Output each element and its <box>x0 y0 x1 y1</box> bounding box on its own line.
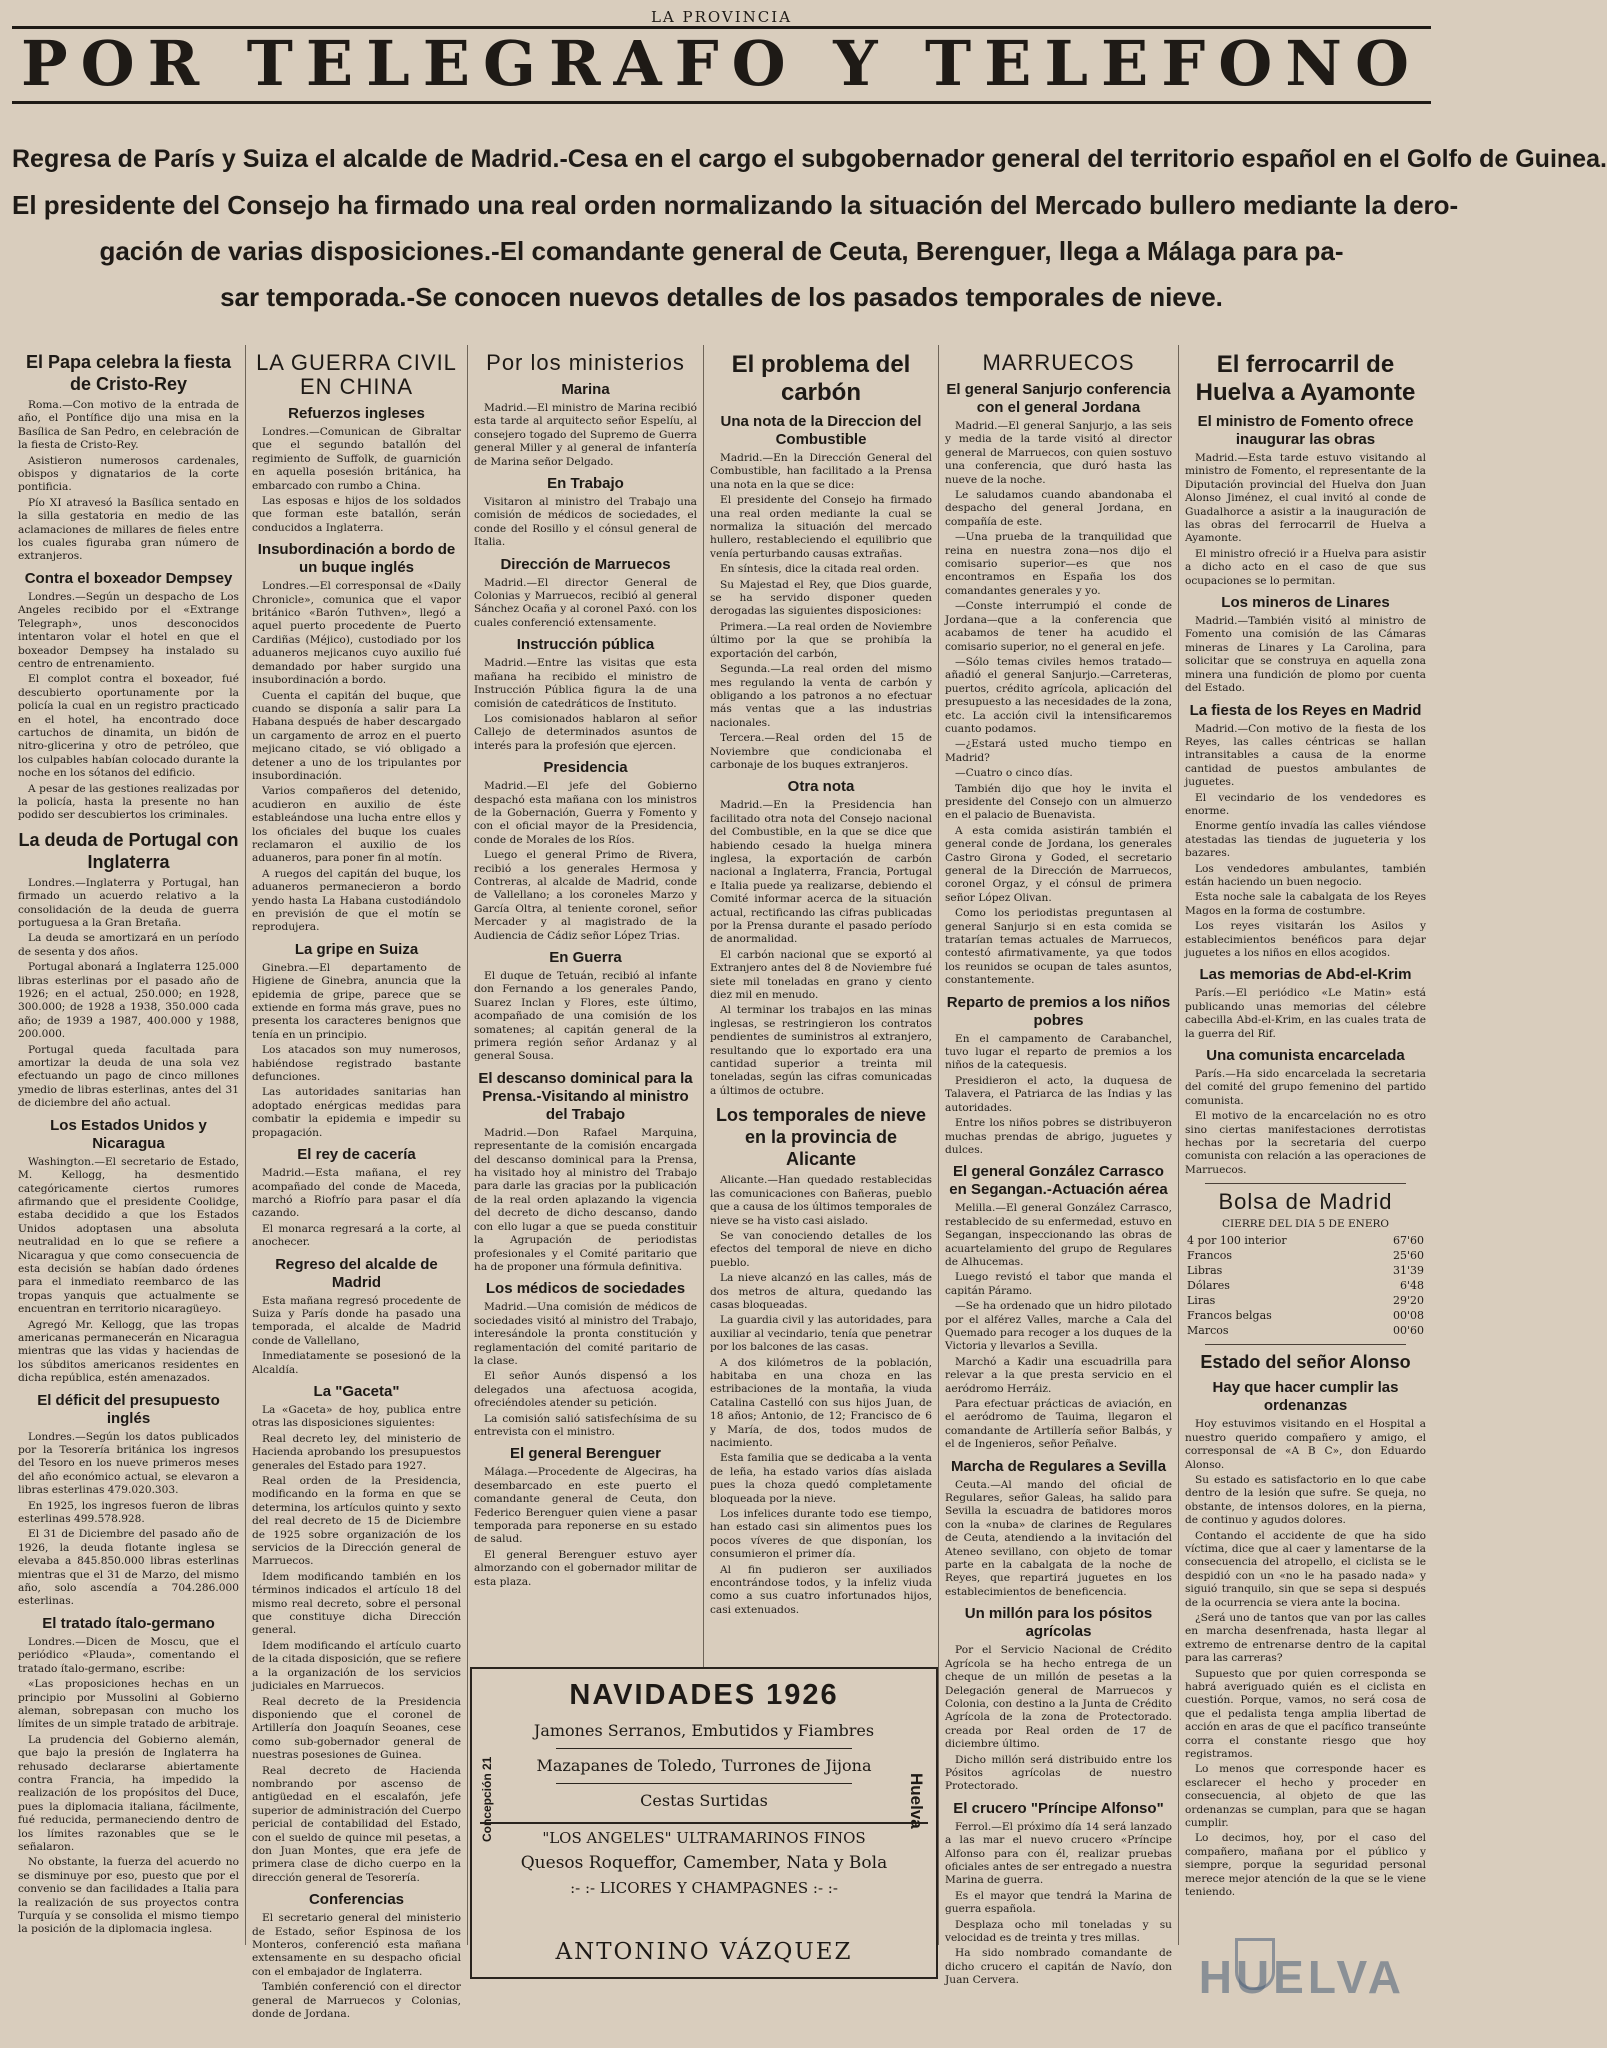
ad-line: :- :- LICORES Y CHAMPAGNES :- :- <box>570 1879 838 1897</box>
article-text: A dos kilómetros de la población, habitaba en una choza en las estribaciones de la montaña, la viuda Catalina Castelló con sus hijos Juan, de 18 años; Antonio, de 12; Francisco de 6 y María, de dos, todos mudos de nacimiento. <box>710 1356 932 1449</box>
headline-line: sar temporada.-Se conocen nuevos detalles de los pasados temporales de nieve. <box>220 282 1223 312</box>
article-text: Real decreto de la Presidencia disponiendo que el coronel de Artillería don Joaquín Seoanes, cese como sub-gobernador general de nuestras posesiones de Guinea. <box>252 1695 461 1762</box>
article-text: Ginebra.—El departamento de Higiene de Ginebra, anuncia que la epidemia de gripe, parece que se extiende en forma más grave, pues no presenta los caracteres benignos que tenía en un principio. <box>252 961 461 1041</box>
article-text: Inmediatamente se posesionó de la Alcaldía. <box>252 1350 461 1376</box>
article-text: También conferenció con el director general de Marruecos y Colonias, donde de Jordana. <box>252 1981 461 2021</box>
article-text: Primera.—La real orden de Noviembre último por la que se prohibía la exportación del carbón, <box>710 620 932 660</box>
article-text: La comisión salió satisfechísima de su entrevista con el ministro. <box>474 1412 697 1438</box>
table-cell: Francos <box>1187 1249 1232 1263</box>
article-text: Idem modificando el artículo cuarto de la citada disposición, que se refiere a la organización de los servicios judiciales en Marruecos. <box>252 1639 461 1693</box>
article-title: Los mineros de Linares <box>1221 594 1390 612</box>
article-text: Luego revistó el tabor que manda el capitán Páramo. <box>945 1271 1172 1297</box>
article-title: Insubordinación a bordo de un buque inglés <box>257 541 456 577</box>
article-text: Asistieron numerosos cardenales, obispos y dignatarios de la corte pontificia. <box>18 454 239 494</box>
article-title: La fiesta de los Reyes en Madrid <box>1189 701 1422 719</box>
article-title: Una nota de la Direccion del Combustible <box>720 413 922 448</box>
table-cell: Marcos <box>1187 1324 1229 1338</box>
article-title: El general Berenguer <box>510 1445 661 1463</box>
article-text: A esta comida asistirán también el general conde de Jordana, los generales Castro Girona y Goded, el secretario general de la Dirección de Marruecos, coronel Orgaz, y el cónsul de primera señor López Olivan. <box>945 824 1172 904</box>
article-text: Los infelices durante todo ese tiempo, han estado casi sin alimentos pues los pocos víveres de que disponían, los consumieron el primer día. <box>710 1508 932 1561</box>
article-text: En el campamento de Carabanchel, tuvo lugar el reparto de premios a los niños de la catequesis. <box>945 1032 1172 1072</box>
article-title: Los Estados Unidos y Nicaragua <box>50 1116 207 1152</box>
ad-line: Cestas Surtidas <box>640 1791 768 1810</box>
article-text: ¿Será uno de tantos que van por las calles en marcha desenfrenada, hasta llegar al extremo de entrenarse dentro de la capital para las carreras? <box>1185 1611 1426 1665</box>
article-text: En 1925, los ingresos fueron de libras esterlinas 499.578.928. <box>18 1499 239 1526</box>
article-title: Refuerzos ingleses <box>288 405 425 422</box>
article-text: Madrid.—Don Rafael Marquina, representante de la comisión encargada del descanso dominical para la Prensa, ha visitado hoy al ministro del Trabajo para darle las gracias por la publicación de la real orden aplazando la vigencia del decreto de dicho descanso, dando con ello lugar a que se pueda constituir la Agrupación de periodistas profesionales y el Comité paritario que ha de proponer una fórmula definitiva. <box>474 1126 697 1273</box>
article-title: Dirección de Marruecos <box>500 555 671 573</box>
article-text: Esta noche sale la cabalgata de los Reyes Magos en la forma de costumbre. <box>1185 891 1426 917</box>
article-text: París.—Ha sido encarcelada la secretaria del comité del grupo femenino del partido comunista. <box>1185 1068 1426 1107</box>
article-text: Ferrol.—El próximo día 14 será lanzado a las mar el nuevo crucero «Príncipe Alfonso para con él, realizar pruebas oficiales antes de ser entregado a nuestra Marina de guerra. <box>945 1820 1172 1887</box>
table-cell: Francos belgas <box>1187 1309 1272 1323</box>
article-text: El secretario general del ministerio de Estado, señor Espinosa de los Monteros, conferenció esta mañana extensamente en su despacho oficial con el embajador de Inglaterra. <box>252 1912 461 1978</box>
ad-line: Jamones Serranos, Embutidos y Fiambres <box>533 1721 875 1740</box>
article-text: La nieve alcanzó en las calles, más de dos metros de altura, quedando las casas bloqueadas. <box>710 1272 932 1311</box>
article-title: Un millón para los pósitos agrícolas <box>964 1605 1153 1641</box>
article-text: Los atacados son muy numerosos, habiéndose registrado bastante defunciones. <box>252 1044 461 1084</box>
article-text: Portugal abonará a Inglaterra 125.000 libras esterlinas por el pasado año de 1926; en el actual, 250.000; en 1928, 300.000; de 1928 a 1938, 350.000 cada año; de 1939 a 1987, 400.000 y 1988, 200.000. <box>18 961 239 1041</box>
table-cell: Liras <box>1187 1294 1216 1308</box>
column-5 <box>938 345 1178 1987</box>
table-cell: 00'08 <box>1392 1309 1424 1323</box>
article-text: Londres.—El corresponsal de «Daily Chronicle», comunica que el vapor británico «Barón Tuthven», llegó a aquel puerto procedente de Puerto Cardiñas (Méjico), custodiado por los aduaneros mejicanos cuyo auxilio fué demandado por haber surgido una insubordinación a bordo. <box>252 580 461 687</box>
article-title: Presidencia <box>543 759 628 777</box>
article-text: Los reyes visitarán los Asilos y establecimientos benéficos para dejar juguetes a los niños en ellos acogidos. <box>1185 920 1426 959</box>
article-text: Londres.—Según un despacho de Los Angeles recibido por el «Extrange Telegraph», unos desconocidos intentaron volar el hotel en que el boxeador Dempsey ha instalado su centro de entrenamiento. <box>18 590 239 670</box>
article-text: A pesar de las gestiones realizadas por la policía, hasta la presente no han podido ser descubiertos los criminales. <box>18 782 239 822</box>
article-text: El vecindario de los vendedores es enorme. <box>1185 791 1426 817</box>
section-title: El ferrocarril de Huelva a Ayamonte <box>1195 351 1416 406</box>
article-text: Madrid.—Esta mañana, el rey acompañado del conde de Maceda, marchó a Riofrío para pasar el día cazando. <box>252 1167 461 1220</box>
article-text: El presidente del Consejo ha firmado una real orden mediante la cual se normaliza la situación del mercado hullero, restableciendo el equilibrio que venía perturbando causas extrañas. <box>710 494 932 560</box>
article-text: Los vendedores ambulantes, también están haciendo un buen negocio. <box>1185 862 1426 888</box>
article-title: La deuda de Portugal con Inglaterra <box>18 829 239 872</box>
article-text: Entre los niños pobres se distribuyeron muchas prendas de abrigo, juguetes y dulces. <box>945 1117 1172 1156</box>
article-text: Se van conociendo detalles de los efectos del temporal de nieve en dicho pueblo. <box>710 1229 932 1269</box>
article-text: Las esposas e hijos de los soldados que forman este batallón, serán conducidos a Inglaterra. <box>252 495 461 534</box>
article-text: Presidieron el acto, la duquesa de Talavera, el Patriarca de las Indias y las autoridades. <box>945 1074 1172 1114</box>
column-2 <box>245 345 467 2021</box>
article-text: —Cuatro o cinco días. <box>955 767 1073 780</box>
article-title: El déficit del presupuesto inglés <box>37 1391 220 1427</box>
ad-line: Mazapanes de Toledo, Turrones de Jijona <box>536 1756 872 1775</box>
table-row <box>1185 1263 1426 1278</box>
article-text: El carbón nacional que se exportó al Extranjero antes del 8 de Noviembre fué siete mil toneladas en grano y ciento diez mil en menudo. <box>710 948 932 1002</box>
article-text: Esta familia que se dedicaba a la venta de leña, ha estado varios días aislada pues la choza quedó completamente bloqueada por la nieve. <box>710 1452 932 1505</box>
article-text: Madrid.—El director General de Colonias y Marruecos, recibió al general Sánchez Ocaña y al coronel Paxó. con los cuales conferenció extensamente. <box>474 576 697 629</box>
ad-line: Quesos Roqueffor, Camember, Nata y Bola <box>520 1853 888 1873</box>
article-text: El ministro ofreció ir a Huelva para asistir a dicho acto en el caso de que sus ocupaciones se lo permitan. <box>1185 547 1426 587</box>
article-text: Madrid.—Una comisión de médicos de sociedades visitó al ministro del Trabajo, interesándole la pronta constitución y reglamentación del comité paritario de la clase. <box>474 1301 697 1367</box>
article-text: Madrid.—Con motivo de la fiesta de los Reyes, las calles céntricas se hallan intransitables a causa de la enorme cantidad de puestos ambulantes de juguetes. <box>1185 722 1426 789</box>
article-text: La «Gaceta» de hoy, publica entre otras las disposiciones siguientes: <box>252 1403 461 1430</box>
section-title: MARRUECOS <box>982 350 1135 375</box>
article-title: En Guerra <box>549 949 622 966</box>
headline-line: Regresa de París y Suiza el alcalde de Madrid.-Cesa en el cargo el subgobernador general del territorio español en el Golfo de Guinea. <box>12 145 1607 173</box>
table-row <box>1185 1323 1426 1338</box>
article-text: La deuda se amortizará en un período de sesenta y dos años. <box>18 932 239 958</box>
section-title: El problema del carbón <box>731 351 911 406</box>
article-text: —Una prueba de la tranquilidad que reina en nuestra zona—nos dijo el comisario superior—es que nos encontramos en España los dos comandantes generales y yo. <box>945 531 1172 597</box>
article-text: Melilla.—El general González Carrasco, restablecido de su enfermedad, estuvo en Segangan, inspeccionando las obras de acuartelamiento del grupo de Regulares de Alhucemas. <box>945 1202 1172 1268</box>
article-text: —Sólo temas civiles hemos tratado—añadió el general Sanjurjo.—Carreteras, puertos, crédito agrícola, aplicación del presupuesto a las necesidades de la zona, etc. La acción civil la intensificaremos cuanto podamos. <box>945 655 1172 735</box>
article-title: El general González Carrasco en Segangan.-Actuación aérea <box>949 1163 1168 1199</box>
article-text: Las autoridades sanitarias han adoptado enérgicas medidas para combatir la epidemia e impedir su propagación. <box>252 1086 461 1139</box>
table-row <box>1185 1308 1426 1323</box>
article-title: Conferencias <box>308 1891 405 1909</box>
article-title: Contra el boxeador Dempsey <box>24 569 233 587</box>
article-text: —Se ha ordenado que un hidro pilotado por el alférez Valles, marche a Cala del Quemado para recoger a los duques de la Victoria y llevarlos a Sevilla. <box>945 1300 1172 1353</box>
article-title: En Trabajo <box>547 475 624 493</box>
ad-side-city: Huelva <box>907 1773 926 1829</box>
article-text: El señor Aunós dispensó a los delegados una afectuosa acogida, ofreciéndoles atender su petición. <box>474 1370 697 1410</box>
article-text: El 31 de Diciembre del pasado año de 1926, la deuda flotante inglesa se elevaba a 845.850.000 libras esterlinas mientras que el 31 de Marzo, del mismo año, solo ascendía a 704.286.000 esterlinas. <box>18 1528 239 1608</box>
table-cell: 29'20 <box>1392 1294 1424 1308</box>
article-text: Madrid.—El jefe del Gobierno despachó esta mañana con los ministros de la Gobernación, Guerra y Fomento y con el oficial mayor de la Presidencia, conde de Morales de los Ríos. <box>474 780 697 846</box>
table-cell: Libras <box>1187 1264 1223 1278</box>
article-text: Ceuta.—Al mando del oficial de Regulares, señor Galeas, ha salido para Sevilla la escuadra de batidores moros con la «nuba» de clarines de Regulares de Ceuta, atendiendo a la invitación del Ateneo sevillano, con objeto de tomar parte en la cabalgata de la noche de Reyes, que repartirá juguetes en los establecimientos de beneficencia. <box>945 1478 1172 1598</box>
article-text: Londres.—Según los datos publicados por la Tesorería británica los ingresos del Tesoro en los nueve primeros meses del año económico actual, se elevaron a libras esterlinas 479.020.303. <box>18 1430 239 1497</box>
article-text: Madrid.—Entre las visitas que esta mañana ha recibido el ministro de Instrucción Pública figura la de una comisión de catedráticos de Instituto. <box>474 657 697 710</box>
article-text: El general Berenguer estuvo ayer almorzando con el gobernador militar de esta plaza. <box>474 1548 697 1588</box>
table-row <box>1185 1233 1426 1248</box>
section-title: Por los ministerios <box>486 350 685 375</box>
section-title: LA GUERRA CIVIL EN CHINA <box>256 350 457 399</box>
ad-merchant-name: ANTONINO VÁZQUEZ <box>555 1939 853 1965</box>
article-text: Segunda.—La real orden del mismo mes regulando la venta de carbón y obligando a los patronos a no efectuar más ventas que a las industrias nacionales. <box>710 663 932 729</box>
article-title: El descanso dominical para la Prensa.-Visitando al ministro del Trabajo <box>478 1069 693 1123</box>
article-text: Portugal queda facultada para amortizar la deuda de una sola vez efectuando un pago de cinco millones ymedio de libras esterlinas, antes del 31 de diciembre del año actual. <box>18 1043 239 1110</box>
article-text: París.—El periódico «Le Matin» está publicando unas memorias del célebre cabecilla Abd-el-Krim, en las cuales trata de la guerra del Rif. <box>1185 987 1426 1040</box>
column-6 <box>1178 345 1432 1945</box>
article-text: La prudencia del Gobierno alemán, que bajo la presión de Inglaterra ha rehusado declararse abiertamente contra Francia, ha impedido la realización de los propósitos del Duce, pues la diplomacia italiana, fácilmente, fué reducida, permaneciendo dentro de los límites razonables que se le señalaron. <box>18 1733 239 1853</box>
article-text: El complot contra el boxeador, fué descubierto oportunamente por la policía la cual en un registro practicado en el hotel, ha encontrado doce cartuchos de dinamita, un bidón de nitro-glicerina y otro de petróleo, que los culpables habían colocado durante la noche en los sótanos del edificio. <box>18 673 239 780</box>
article-text: Real decreto de Hacienda nombrando por ascenso de antigüedad en el escalafón, jefe superior de administración del Cuerpo pericial de contabilidad del Estado, con el sueldo de quince mil pesetas, a don Juan Montes, que era jefe de primera clase de dicho cuerpo en la dirección general de Tesorería. <box>252 1764 461 1884</box>
article-text: Al terminar los trabajos en las minas inglesas, se restringieron los contratos pendientes de suministros al extranjero, resultando que lo exportado era una cantidad superior a treinta mil toneladas, según las cifras comunicadas a últimos de octubre. <box>710 1004 932 1097</box>
article-text: Málaga.—Procedente de Algeciras, ha desembarcado en este puerto el comandante general de Ceuta, don Federico Berenguer quien viene a pasar temporada para reponerse en su estado de salud. <box>474 1466 697 1546</box>
article-text: Esta mañana regresó procedente de Suiza y París donde ha pasado una temporada, el alcalde de Madrid conde de Vallellano, <box>252 1294 461 1347</box>
article-text: —¿Estará usted mucho tiempo en Madrid? <box>945 738 1172 764</box>
headline-line: gación de varias disposiciones.-El comandante general de Ceuta, Berenguer, llega a Málaga para pa- <box>99 236 1344 266</box>
article-text: Agregó Mr. Kellogg, que las tropas americanas permanecerán en Nicaragua mientras que las vidas y haciendas de los súbditos americanos residentes en dicha república, estén amenazados. <box>18 1318 239 1385</box>
article-text: Washington.—El secretario de Estado, M. Kellogg, ha desmentido categóricamente ciertos rumores afirmando que el presidente Coolidge, estaba decidido a que los Estados Unidos adoptasen una absoluta neutralidad en lo que se refiere a Nicaragua y que como consecuencia de esta decisión se habían dado órdenes para el inmediato reembarco de las tropas yanquis que actualmente se encuentran en territorio nicaragüeyo. <box>18 1155 239 1316</box>
article-text: Cuenta el capitán del buque, que cuando se disponía a salir para La Habana después de haber descargado un cargamento de arroz en el puerto mejicano citado, se vió obligado a detener a uno de los tripulantes por insubordinación. <box>252 689 461 782</box>
running-head: LA PROVINCIA <box>650 8 793 26</box>
stock-exchange-subtitle: CIERRE DEL DIA 5 DE ENERO <box>1221 1218 1389 1231</box>
article-text: Los comisionados hablaron al señor Callejo de determinados asuntos de interés para la profesión que ejercen. <box>474 712 697 752</box>
article-title: La gripe en Suiza <box>294 940 419 958</box>
article-text: Luego el general Primo de Rivera, recibió a los generales Hermosa y Contreras, al alcalde de Madrid, conde de Vallellano; a los coroneles Marzo y García Oltra, al teniente coronel, señor Mercader y al magistrado de la Audiencia de Cádiz señor López Trias. <box>474 849 697 942</box>
table-row <box>1185 1248 1426 1263</box>
article-text: Al fin pudieron ser auxiliados encontrándose todos, y la infeliz viuda como a sus cuatro infortunados hijos, casi extenuados. <box>710 1563 932 1616</box>
divider <box>1205 1344 1406 1345</box>
article-text: Como los periodistas preguntasen al general Sanjurjo si en esta comida se tratarían temas actuales de Marruecos, contestó afirmativamente, ya que todos los reunidos se ocupan de tales asuntos, constantemente. <box>945 907 1172 987</box>
article-title: Otra nota <box>787 778 855 796</box>
article-text: Madrid.—También visitó al ministro de Fomento una comisión de las Cámaras mineras de Linares y La Carolina, para solicitar que se construya en aquella zona minera una fundición de plomo por cuenta del Estado. <box>1185 615 1426 695</box>
table-cell: Dólares <box>1187 1279 1230 1293</box>
article-title: El general Sanjurjo conferencia con el general Jordana <box>946 381 1171 416</box>
table-cell: 4 por 100 interior <box>1187 1234 1287 1248</box>
article-text: La guardia civil y las autoridades, para auxiliar al vecindario, tenía que penetrar por los balcones de las casas. <box>710 1314 932 1354</box>
ad-title: NAVIDADES 1926 <box>569 1679 839 1711</box>
article-text: Londres.—Comunican de Gibraltar que el segundo batallón del regimiento de Suffolk, de guarnición en aquella posesión británica, ha embarcado con rumbo a China. <box>252 426 461 492</box>
article-text: El monarca regresará a la corte, al anochecer. <box>252 1222 461 1249</box>
article-title: Las memorias de Abd-el-Krim <box>1199 966 1412 984</box>
article-text: Su estado es satisfactorio en lo que cabe dentro de la lesión que sufre. Se queja, no obstante, de intensos dolores, en la pierna, de continuo y agudos dolores. <box>1185 1473 1426 1527</box>
article-text: Londres.—Dicen de Moscu, que el periódico «Plauda», comentando el tratado ítalo-germano, escribe: <box>18 1635 239 1675</box>
article-title: El rey de cacería <box>297 1146 416 1164</box>
article-text: Roma.—Con motivo de la entrada de año, el Pontífice dijo una misa en la Basílica de San Pedro, en celebración de la fiesta de Cristo-Rey. <box>18 399 239 452</box>
divider <box>556 1783 852 1784</box>
article-title: Los temporales de nieve en la provincia de Alicante <box>715 1105 927 1170</box>
archive-stamp: HUELVA <box>1198 1951 1405 2003</box>
article-text: Su Majestad el Rey, que Dios guarde, se ha servido disponer queden derogadas las siguientes disposiciones: <box>710 578 932 618</box>
article-text: No obstante, la fuerza del acuerdo no se disminuye por eso, puesto que por el convenio se dan facilidades a Italia para la realización de sus proyectos contra Turquía y se consolida el mismo tiempo la posición de la diplomacia inglesa. <box>18 1856 239 1936</box>
article-text: Londres.—Inglaterra y Portugal, han firmado un acuerdo relativo a la consolidación de la deuda de guerra portuguesa a la Gran Bretaña. <box>18 876 239 929</box>
article-text: Por el Servicio Nacional de Crédito Agrícola se ha hecho entrega de un cheque de un millón de pesetas a la Delegación general de Marruecos y Colonia, con destino a la Junta de Crédito Agrícola de la zona de Protectorado. creada por Real orden de 17 de diciembre último. <box>945 1644 1172 1751</box>
article-text: Ha sido nombrado comandante de dicho crucero el capitán de Navío, don Juan Cervera. <box>945 1947 1172 1987</box>
article-title: Reparto de premios a los niños pobres <box>946 993 1171 1029</box>
stock-exchange-title: Bolsa de Madrid <box>1218 1189 1393 1215</box>
article-text: «Las proposiciones hechas en un principio por Mussolini al Gobierno aleman, sobrepasan con mucho los límites de un simple tratado de arbitraje. <box>18 1678 239 1731</box>
article-text: Madrid.—En la Dirección General del Combustible, han facilitado a la Prensa una nota en la que se dice: <box>710 452 932 491</box>
headline-line: El presidente del Consejo ha firmado una real orden normalizando la situación del Mercado bullero mediante la dero- <box>12 190 1459 220</box>
article-text: Es el mayor que tendrá la Marina de guerra española. <box>945 1889 1172 1916</box>
divider <box>1205 1183 1406 1184</box>
table-cell: 31'39 <box>1392 1264 1424 1278</box>
article-title: Estado del señor Alonso <box>1200 1352 1411 1373</box>
headline-summary <box>12 136 1607 320</box>
article-title: El tratado ítalo-germano <box>42 1614 215 1632</box>
article-title: Regreso del alcalde de Madrid <box>275 1255 438 1291</box>
table-cell: 67'60 <box>1392 1234 1424 1248</box>
table-row <box>1185 1293 1426 1308</box>
article-text: Dicho millón será distribuido entre los Pósitos agrícolas de nuestro Protectorado. <box>945 1753 1172 1793</box>
article-text: —Conste interrumpió el conde de Jordana—que a la conferencia que acabamos de tener ha acudido el comisario superior, no el general en jefe. <box>945 600 1172 653</box>
article-text: Tercera.—Real orden del 15 de Noviembre que condicionaba el carbonaje de los buques extranjeros. <box>710 732 932 771</box>
stock-exchange-table <box>1185 1233 1426 1338</box>
article-text: Marchó a Kadir una escuadrilla para relevar a la que presta servicio en el aeródromo Herráiz. <box>945 1355 1172 1395</box>
article-text: Madrid.—El general Sanjurjo, a las seis y media de la tarde visitó al director general de Marruecos, con quien sostuvo una conferencia, que duró hasta las nueve de la noche. <box>945 420 1172 486</box>
article-text: El motivo de la encarcelación no es otro sino ciertas manifestaciones derrotistas hechas por la secretaria del cuerpo comunista con relación a las operaciones de Marruecos. <box>1185 1110 1426 1176</box>
article-text: Desplaza ocho mil toneladas y su velocidad es de treinta y tres millas. <box>945 1918 1172 1944</box>
article-title: El Papa celebra la fiesta de Cristo-Rey <box>25 352 232 394</box>
article-text: Madrid.—El ministro de Marina recibió esta tarde al arquitecto señor Espelíu, al consejero togado del Supremo de Guerra general Miller y al general de infantería de Marina señor Delgado. <box>474 402 697 468</box>
article-text: Para efectuar prácticas de aviación, en el aeródromo de Tauima, llegaron el comandante de Artillería señor Balbás, y el de Ingenieros, señor Peñalve. <box>945 1398 1172 1451</box>
article-text: Idem modificando también en los términos indicados el artículo 18 del mismo real decreto, sobre el personal que constituye dicha Dirección general. <box>252 1570 461 1637</box>
article-text: Visitaron al ministro del Trabajo una comisión de médicos de sociedades, el conde del Rosillo y el cónsul general de Italia. <box>474 496 697 549</box>
article-text: Madrid.—Esta tarde estuvo visitando al ministro de Fomento, el representante de la Diputación provincial del Huelva don Juan Alonso Jiménez, el cual invitó al conde de Guadalhorce a asistir a la inauguración de las obras del ferrocarril de Huelva a Ayamonte. <box>1185 452 1426 545</box>
article-title: El crucero "Príncipe Alfonso" <box>953 1799 1164 1817</box>
article-text: Supuesto que por quien corresponda se habrá averiguado quién es el ciclista en cuestión. Porque, vamos, no será cosa de que el pedalista tenga amplia libertad de acción en aras de que el pacífico transeúnte corra el constante riesgo que hoy registramos. <box>1185 1667 1426 1761</box>
article-text: Le saludamos cuando abandonaba el despacho del general Jordana, en compañía de este. <box>945 489 1172 528</box>
table-cell: 00'60 <box>1392 1324 1424 1338</box>
table-row <box>1185 1278 1426 1293</box>
column-1 <box>12 345 245 1945</box>
table-cell: 6'48 <box>1399 1279 1424 1293</box>
article-text: A ruegos del capitán del buque, los aduaneros permanecieron a bordo yendo hasta La Habana custodiándolo en previsión de que el motín se reprodujera. <box>252 867 461 934</box>
article-text: Real decreto ley, del ministerio de Hacienda aprobando los presupuestos generales del Estado para 1927. <box>252 1432 461 1472</box>
article-title: Marcha de Regulares a Sevilla <box>950 1457 1167 1475</box>
divider <box>556 1748 852 1749</box>
advertisement <box>470 1667 938 1979</box>
article-text: En síntesis, dice la citada real orden. <box>720 563 920 576</box>
article-text: Lo menos que corresponde hacer es esclarecer el hecho y proceder en consecuencia, al objeto de que las ordenanzas se cumplan, para que se hagan cumplir. <box>1185 1763 1426 1830</box>
article-text: Lo decimos, hoy, por el caso del compañero, mañana por el público y siempre, porque la seguridad personal merece mejor atención de la que se le viene teniendo. <box>1185 1832 1426 1899</box>
table-cell: 25'60 <box>1392 1249 1424 1263</box>
article-title: El ministro de Fomento ofrece inaugurar las obras <box>1197 413 1414 448</box>
masthead: POR TELEGRAFO Y TELEFONO <box>12 26 1431 104</box>
article-text: También dijo que hoy le invita el presidente del Consejo con un almuerzo en el palacio de Buenavista. <box>945 782 1172 822</box>
divider <box>480 1822 928 1824</box>
article-title: Marina <box>561 381 610 398</box>
article-title: Los médicos de sociedades <box>485 1280 686 1298</box>
article-text: Hoy estuvimos visitando en el Hospital a nuestro querido compañero y amigo, el corresponsal de «A B C», don Eduardo Alonso. <box>1185 1418 1426 1471</box>
article-subtitle: Hay que hacer cumplir las ordenanzas <box>1212 1379 1399 1415</box>
article-text: Alicante.—Han quedado restablecidas las comunicaciones con Bañeras, pueblo que a causa de los últimos temporales de nieve se ha visto casi aislado. <box>710 1174 932 1227</box>
article-title: La "Gaceta" <box>313 1382 400 1400</box>
ad-line: "LOS ANGELES" ULTRAMARINOS FINOS <box>542 1829 866 1847</box>
article-text: Pío XI atravesó la Basílica sentado en la silla gestatoria en medio de las aclamaciones de millares de fieles entre los cuales figuraba gran número de extranjeros. <box>18 496 239 563</box>
ad-body <box>480 1712 928 1816</box>
article-text: Real orden de la Presidencia, modificando en la forma en que se determina, los artículos quinto y sexto del real decreto de 15 de Diciembre de 1925 sobre organización de los servicios de la Dirección general de Marruecos. <box>252 1475 461 1568</box>
ad-side-address: Concepción 21 <box>480 1756 494 1842</box>
article-text: Enorme gentío invadía las calles viéndose atestadas las tiendas de jugueteria y los bazares. <box>1185 820 1426 860</box>
article-text: Contando el accidente de que ha sido víctima, dice que al caer y lamentarse de la consecuencia del atropello, el ciclista se le despidió con un «no le ha pasado nada» y siguió tranquilo, sin que se sepa si después de la ocurrencia se viera ante la bocina. <box>1185 1529 1426 1609</box>
article-text: Madrid.—En la Presidencia han facilitado otra nota del Consejo nacional del Combustible, en la que se dice que habiendo cesado la huelga minera inglesa, la exportación de carbón nacional a Inglaterra, Francia, Portugal e Italia puede ya realizarse, debiendo el Comité informar acerca de la situación actual, rectificando las cifras publicadas por la Prensa durante el pasado período de anormalidad. <box>710 799 932 946</box>
article-text: El duque de Tetuán, recibió al infante don Fernando a los generales Pando, Suarez Inclan y Flores, este último, acompañado de una comisión de los somatenes; al capitán general de la primera región señor Ardanaz y al general Sousa. <box>474 970 697 1063</box>
article-title: Una comunista encarcelada <box>1206 1047 1405 1065</box>
article-title: Instrucción pública <box>516 636 655 654</box>
article-text: Varios compañeros del detenido, acudieron en auxilio de éste estableándose una lucha entre ellos y los oficiales del buque los cuales reclamaron el auxilio de los aduaneros, para poner fin al motín. <box>252 785 461 865</box>
